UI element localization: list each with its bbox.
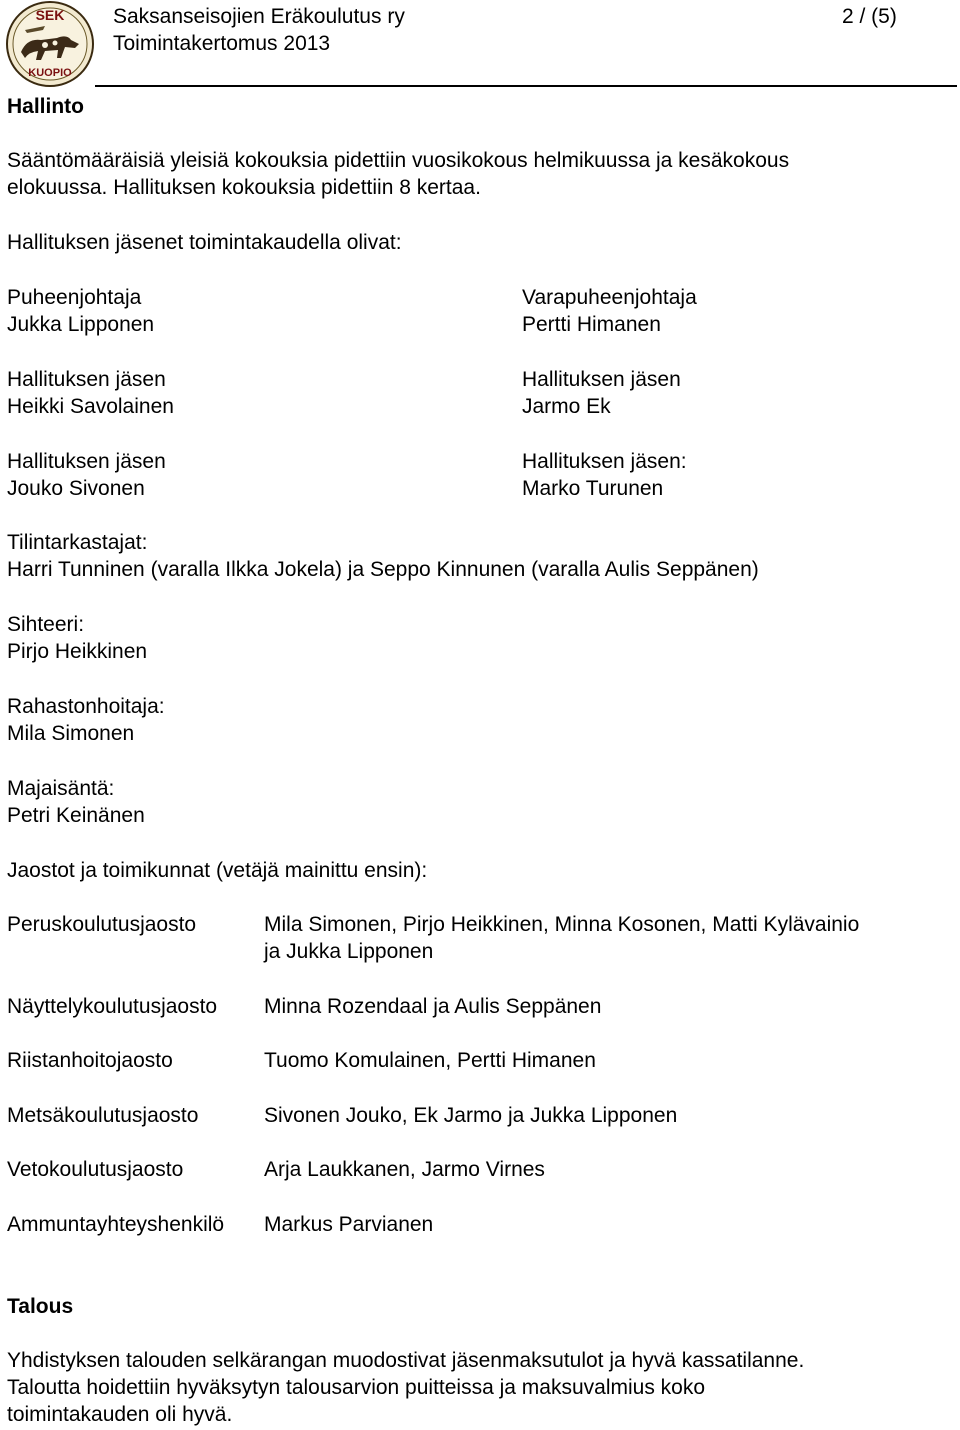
member-name: Marko Turunen — [522, 477, 664, 500]
member-name: Heikki Savolainen — [7, 395, 174, 418]
header-divider — [95, 85, 957, 87]
section-name: Riistanhoitojaosto — [7, 1049, 173, 1072]
sections-intro: Jaostot ja toimikunnat (vetäjä mainittu ensin): — [7, 859, 428, 882]
member-role: Hallituksen jäsen: — [522, 450, 687, 473]
section-members: Sivonen Jouko, Ek Jarmo ja Jukka Lipponen — [264, 1104, 678, 1127]
section-members: Markus Parvianen — [264, 1213, 434, 1236]
member-name: Jukka Lipponen — [7, 313, 155, 336]
member-role: Varapuheenjohtaja — [522, 286, 697, 309]
section-name: Ammuntayhteyshenkilö — [7, 1213, 225, 1236]
auditors-value: Harri Tunninen (varalla Ilkka Jokela) ja Seppo Kinnunen (varalla Aulis Seppänen) — [7, 558, 759, 581]
treasurer-value: Mila Simonen — [7, 722, 135, 745]
section-heading-talous: Talous — [7, 1295, 74, 1318]
member-name: Jarmo Ek — [522, 395, 611, 418]
meetings-para-line2: elokuussa. Hallituksen kokouksia pidettiin 8 kertaa. — [7, 176, 481, 199]
section-members: Mila Simonen, Pirjo Heikkinen, Minna Kosonen, Matti Kylävainio — [264, 913, 860, 936]
logo-bottom-text: KUOPIO — [28, 67, 72, 79]
member-role: Hallituksen jäsen — [7, 368, 166, 391]
meetings-para-line1: Sääntömääräisiä yleisiä kokouksia pidettiin vuosikokous helmikuussa ja kesäkokous — [7, 149, 790, 172]
member-role: Puheenjohtaja — [7, 286, 142, 309]
host-value: Petri Keinänen — [7, 804, 145, 827]
members-intro: Hallituksen jäsenet toimintakaudella olivat: — [7, 231, 402, 254]
section-members-cont: ja Jukka Lipponen — [264, 940, 434, 963]
member-name: Pertti Himanen — [522, 313, 661, 336]
treasurer-label: Rahastonhoitaja: — [7, 695, 165, 718]
talous-line3: toimintakauden oli hyvä. — [7, 1403, 233, 1426]
section-name: Metsäkoulutusjaosto — [7, 1104, 199, 1127]
header-page-number: 2 / (5) — [842, 5, 897, 28]
header-doc-title: Toimintakertomus 2013 — [113, 32, 331, 55]
member-name: Jouko Sivonen — [7, 477, 145, 500]
section-name: Peruskoulutusjaosto — [7, 913, 197, 936]
section-members: Arja Laukkanen, Jarmo Virnes — [264, 1158, 545, 1181]
section-name: Näyttelykoulutusjaosto — [7, 995, 218, 1018]
auditors-label: Tilintarkastajat: — [7, 531, 148, 554]
secretary-label: Sihteeri: — [7, 613, 85, 636]
section-members: Minna Rozendaal ja Aulis Seppänen — [264, 995, 602, 1018]
talous-line1: Yhdistyksen talouden selkärangan muodostivat jäsenmaksutulot ja hyvä kassatilanne. — [7, 1349, 805, 1372]
header-org-name: Saksanseisojien Eräkoulutus ry — [113, 5, 405, 28]
section-members: Tuomo Komulainen, Pertti Himanen — [264, 1049, 596, 1072]
sek-kuopio-logo — [5, 0, 95, 88]
secretary-value: Pirjo Heikkinen — [7, 640, 148, 663]
host-label: Majaisäntä: — [7, 777, 115, 800]
member-role: Hallituksen jäsen — [7, 450, 166, 473]
logo-top-text: SEK — [35, 7, 65, 23]
talous-line2: Taloutta hoidettiin hyväksytyn talousarvion puitteissa ja maksuvalmius koko — [7, 1376, 706, 1399]
section-name: Vetokoulutusjaosto — [7, 1158, 184, 1181]
member-role: Hallituksen jäsen — [522, 368, 681, 391]
section-heading-hallinto: Hallinto — [7, 95, 84, 118]
